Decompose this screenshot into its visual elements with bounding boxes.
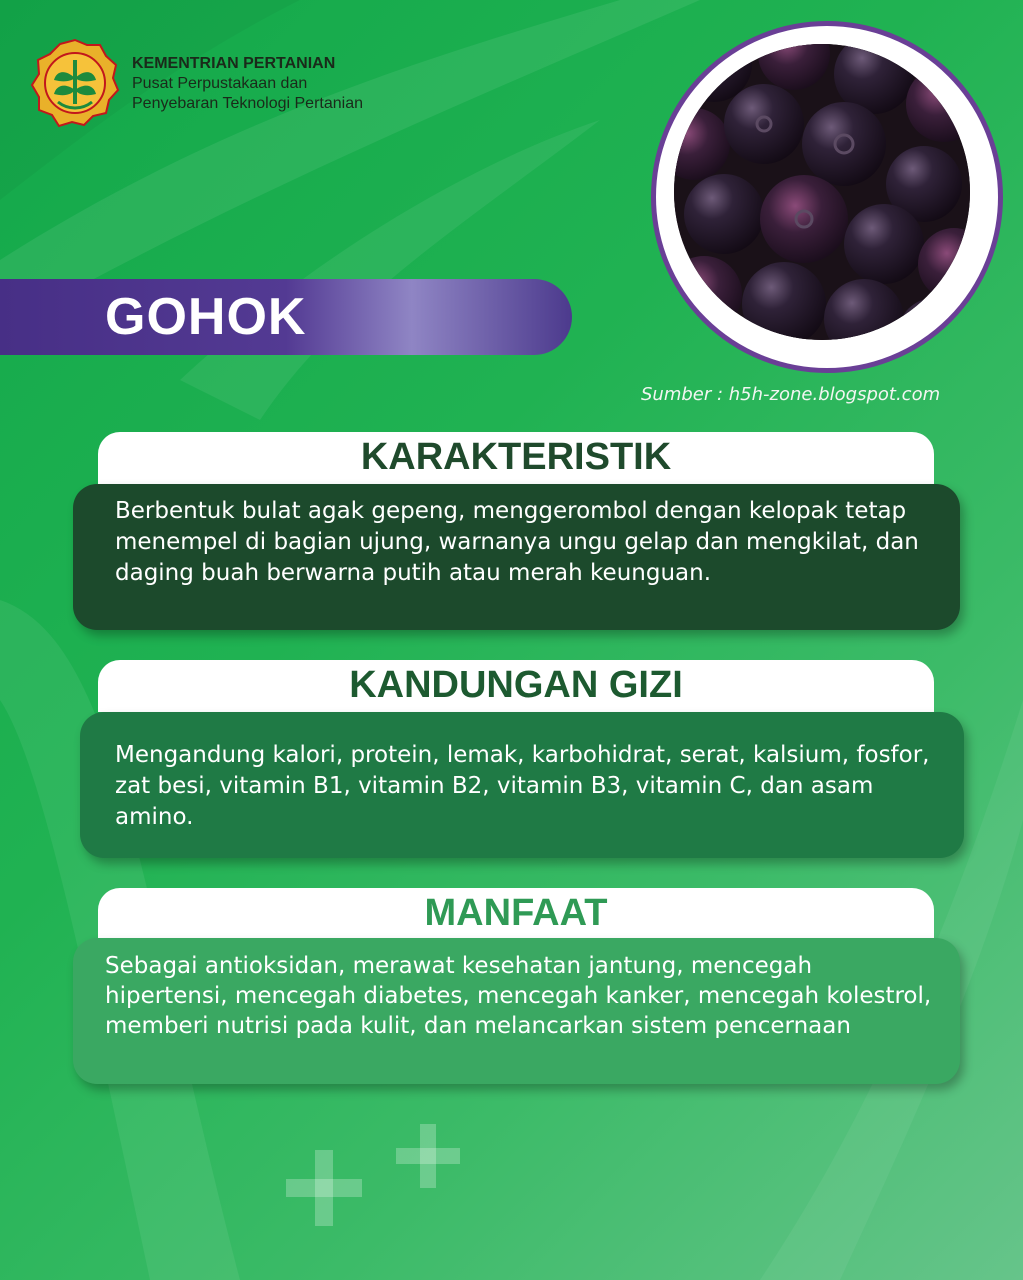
org-line-1: KEMENTRIAN PERTANIAN	[132, 55, 336, 72]
section-heading-kandungan-gizi: KANDUNGAN GIZI	[98, 660, 934, 712]
section-body-kandungan-gizi: Mengandung kalori, protein, lemak, karbohidrat, serat, kalsium, fosfor, zat besi, vitamin B1, vitamin B2, vitamin B3, vitamin C, dan asam amino.	[80, 712, 964, 858]
kementan-logo-icon	[30, 38, 120, 128]
plus-icon	[286, 1150, 362, 1226]
page-title: GOHOK	[105, 288, 307, 346]
org-line-2: Pusat Perpustakaan dan	[132, 75, 308, 92]
section-body-karakteristik: Berbentuk bulat agak gepeng, menggerombol dengan kelopak tetap menempel di bagian ujung, warnanya ungu gelap dan mengkilat, dan daging buah berwarna putih atau merah keunguan.	[73, 484, 960, 630]
organization-name	[132, 54, 363, 114]
org-line-3: Penyebaran Teknologi Pertanian	[132, 95, 363, 112]
gohok-fruit-photo	[674, 44, 970, 340]
section-body-manfaat: Sebagai antioksidan, merawat kesehatan jantung, mencegah hipertensi, mencegah diabetes, mencegah kanker, mencegah kolestrol, memberi nutrisi pada kulit, dan melancarkan sistem pencernaan	[73, 938, 960, 1084]
plus-icon-small	[396, 1124, 460, 1188]
section-heading-karakteristik: KARAKTERISTIK	[98, 432, 934, 484]
image-source: Sumber : h5h-zone.blogspot.com	[641, 384, 941, 405]
section-heading-manfaat: MANFAAT	[98, 888, 934, 940]
